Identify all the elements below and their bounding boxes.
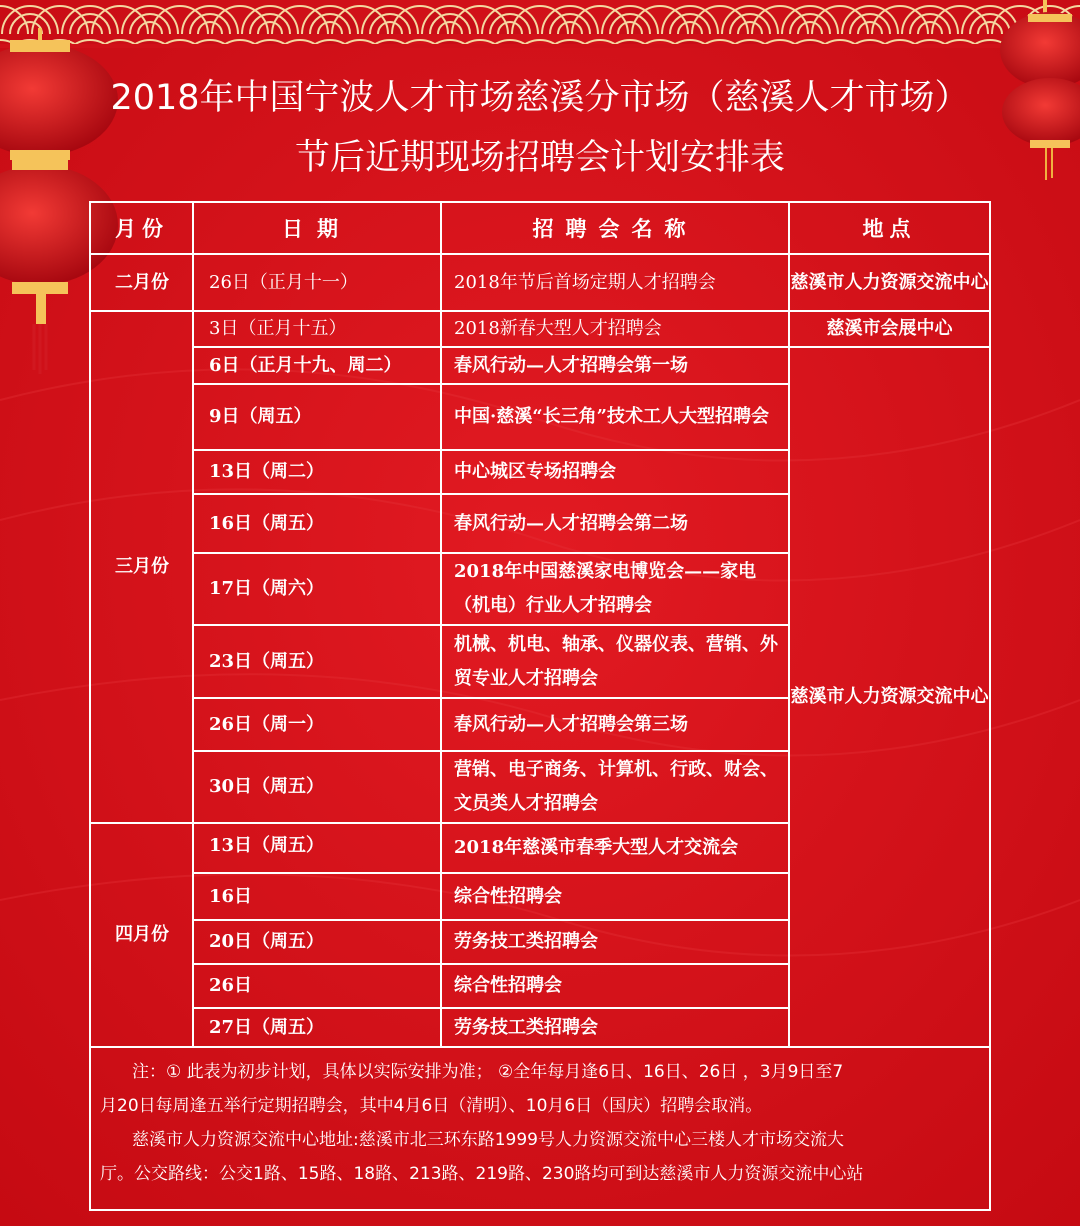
table-row-name: 春风行动—人才招聘会第二场 bbox=[454, 512, 688, 534]
table-row-date: 27日（周五） bbox=[209, 1016, 325, 1038]
table-row-name: 营销、电子商务、计算机、行政、财会、文员类人才招聘会 bbox=[454, 759, 778, 814]
table-row-date: 13日（周二） bbox=[209, 461, 325, 482]
venue-hr-center-feb: 慈溪市人力资源交流中心 bbox=[790, 271, 989, 293]
note-line-2: 月20日每周逢五举行定期招聘会，其中4月6日（清明）、10月6日（国庆）招聘会取消。 bbox=[100, 1096, 763, 1116]
month-apr: 四月份 bbox=[115, 924, 169, 945]
table-row-date: 6日（正月十九、周二） bbox=[209, 354, 402, 376]
table-row-name: 春风行动—人才招聘会第一场 bbox=[454, 354, 688, 376]
month-feb: 二月份 bbox=[115, 271, 169, 293]
header-name: 招聘会名称 bbox=[532, 215, 698, 241]
table-row-date: 16日（周五） bbox=[209, 512, 325, 534]
table-row-name: 劳务技工类招聘会 bbox=[454, 1016, 598, 1038]
table-row-date: 3日（正月十五） bbox=[209, 318, 347, 339]
table-row-date: 30日（周五） bbox=[209, 776, 325, 797]
header-date: 日期 bbox=[282, 215, 352, 241]
table-row-date: 13日（周五） bbox=[209, 835, 325, 856]
table-row-name: 春风行动—人才招聘会第三场 bbox=[454, 713, 688, 735]
header-venue: 地点 bbox=[862, 215, 917, 241]
table-row-date: 26日（正月十一） bbox=[209, 271, 358, 293]
table-row-date: 17日（周六） bbox=[209, 578, 325, 599]
table-row-name: 2018年中国慈溪家电博览会——家电（机电）行业人才招聘会 bbox=[454, 561, 757, 616]
table-row-date: 16日 bbox=[209, 885, 253, 907]
table-row-name: 中心城区专场招聘会 bbox=[454, 461, 616, 482]
table-row-name: 机械、机电、轴承、仪器仪表、营销、外贸专业人才招聘会 bbox=[454, 633, 778, 689]
table-row-date: 20日（周五） bbox=[209, 931, 325, 952]
table-row-name: 中国·慈溪“长三角”技术工人大型招聘会 bbox=[454, 406, 769, 427]
note-line-4: 厅。公交路线：公交1路、15路、18路、213路、219路、230路均可到达慈溪市人力资源交流中心站 bbox=[100, 1164, 864, 1184]
table-row-name: 综合性招聘会 bbox=[454, 885, 562, 907]
table-row-name: 劳务技工类招聘会 bbox=[454, 931, 598, 952]
header-month: 月份 bbox=[115, 215, 169, 241]
venue-hr-center-main: 慈溪市人力资源交流中心 bbox=[790, 686, 989, 707]
table-row-date: 9日（周五） bbox=[209, 406, 312, 427]
table-row-date: 26日（周一） bbox=[209, 713, 325, 735]
footnotes bbox=[100, 1055, 975, 1191]
table-row-name: 2018新春大型人才招聘会 bbox=[454, 318, 662, 339]
page-title-line2: 节后近期现场招聘会计划安排表 bbox=[294, 138, 785, 178]
note-line-3: 慈溪市人力资源交流中心地址:慈溪市北三环东路1999号人力资源交流中心三楼人才市场交流大 bbox=[132, 1130, 844, 1150]
table-row-name: 2018年慈溪市春季大型人才交流会 bbox=[454, 837, 739, 858]
table-row-name: 2018年节后首场定期人才招聘会 bbox=[454, 271, 716, 293]
month-mar: 三月份 bbox=[115, 556, 169, 577]
table-row-name: 综合性招聘会 bbox=[454, 975, 562, 996]
table-row-date: 26日 bbox=[209, 975, 253, 996]
page-title-line1: 2018年中国宁波人才市场慈溪分市场（慈溪人才市场） bbox=[110, 78, 970, 118]
note-line-1: 注：① 此表为初步计划，具体以实际安排为准； ②全年每月逢6日、16日、26日 ，3月9日至7 bbox=[132, 1062, 844, 1082]
table-row-date: 23日（周五） bbox=[209, 650, 325, 672]
venue-expo: 慈溪市会展中心 bbox=[826, 318, 953, 339]
